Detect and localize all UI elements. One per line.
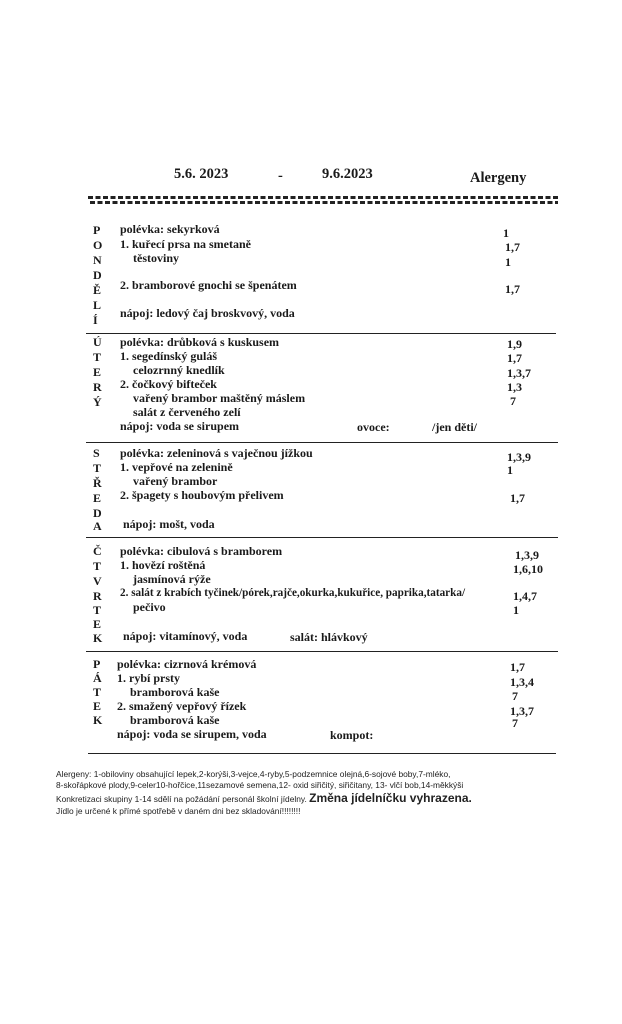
menu-item: celozrnný knedlík xyxy=(133,363,225,377)
kids-only-note: /jen děti/ xyxy=(432,420,477,434)
date-from: 5.6. 2023 xyxy=(174,166,229,182)
menu-item: 1. hovězí roštěná xyxy=(120,558,206,572)
drink-item: nápoj: vitamínový, voda xyxy=(123,629,248,643)
allergen-codes: 1,6,10 xyxy=(513,562,543,576)
menu-item: pečivo xyxy=(133,600,166,614)
allergen-codes: 1,7 xyxy=(505,240,520,254)
day-letter: E xyxy=(93,617,102,631)
day-letter: T xyxy=(93,603,102,617)
day-separator xyxy=(88,753,556,754)
menu-item: 1. vepřové na zelenině xyxy=(120,460,233,474)
allergen-codes: 1,7 xyxy=(505,282,520,296)
allergen-codes: 1,7 xyxy=(510,660,525,674)
allergen-codes: 1 xyxy=(513,603,519,617)
day-letter: O xyxy=(93,238,103,252)
day-letter: K xyxy=(93,713,103,727)
menu-item: vařený brambor maštěný máslem xyxy=(133,391,306,405)
day-letter: T xyxy=(93,685,102,699)
menu-item: polévka: cizrnová krémová xyxy=(117,657,257,671)
allergens-header: Alergeny xyxy=(470,170,527,186)
menu-item: polévka: drůbková s kuskusem xyxy=(120,335,280,349)
menu-item: bramborová kaše xyxy=(130,713,220,727)
allergen-codes: 1,7 xyxy=(510,491,525,505)
date-to: 9.6.2023 xyxy=(322,166,373,182)
allergen-codes: 1,3,7 xyxy=(510,704,534,718)
day-letter: Č xyxy=(93,544,102,558)
allergen-codes: 1 xyxy=(507,463,513,477)
allergen-codes: 1,3,9 xyxy=(507,450,531,464)
day-letter: V xyxy=(93,574,102,588)
allergen-codes: 7 xyxy=(510,394,516,408)
drink-item: nápoj: voda se sirupem xyxy=(120,419,240,433)
allergen-codes: 1 xyxy=(503,226,509,240)
menu-item: 1. kuřecí prsa na smetaně xyxy=(120,237,251,251)
menu-item: 2. bramborové gnochi se špenátem xyxy=(120,278,297,292)
day-letter: Á xyxy=(93,671,102,685)
dashed-separator xyxy=(88,196,558,199)
allergens-legend-line: 8-skořápkové plody,9-celer10-hořčice,11sezamové semena,12- oxid siřičitý, siřičitany, 13- vlčí bob,14-měkkýši xyxy=(56,780,464,790)
allergen-codes: 1,3,4 xyxy=(510,675,534,689)
menu-item: 2. špagety s houbovým přelivem xyxy=(120,488,284,502)
staff-info-line xyxy=(56,793,472,804)
allergen-codes: 7 xyxy=(512,716,518,730)
allergen-codes: 1,4,7 xyxy=(513,589,537,603)
date-dash: - xyxy=(278,168,283,184)
day-letter: E xyxy=(93,699,102,713)
day-letter: D xyxy=(93,506,102,520)
menu-item: 1. rybí prsty xyxy=(117,671,180,685)
day-letter: E xyxy=(93,491,102,505)
day-letter: P xyxy=(93,223,101,237)
menu-change-notice: Změna jídelníčku vyhrazena. xyxy=(309,791,472,805)
allergen-codes: 1,3,7 xyxy=(507,366,531,380)
fruit-label: ovoce: xyxy=(357,420,390,434)
day-letter: L xyxy=(93,298,102,312)
day-separator xyxy=(86,333,556,334)
menu-item: polévka: zeleninová s vaječnou jížkou xyxy=(120,446,313,460)
day-letter: Í xyxy=(93,313,98,327)
allergen-codes: 1,9 xyxy=(507,337,522,351)
allergens-legend-line: Alergeny: 1-obiloviny obsahující lepek,2-korýši,3-vejce,4-ryby,5-podzemnice olejná,6-sojové boby,7-mléko, xyxy=(56,769,451,779)
consumption-note: Jídlo je určené k přímé spotřebě v daném dni bez skladování!!!!!!!! xyxy=(56,806,301,816)
allergen-codes: 1 xyxy=(505,255,511,269)
day-letter: R xyxy=(93,589,102,603)
day-letter: T xyxy=(93,461,102,475)
day-letter: Ě xyxy=(93,283,102,297)
menu-item: 2. čočkový bifteček xyxy=(120,377,217,391)
drink-item: nápoj: mošt, voda xyxy=(123,517,215,531)
menu-item: 2. smažený vepřový řízek xyxy=(117,699,247,713)
day-letter: D xyxy=(93,268,102,282)
allergen-codes: 1,3,9 xyxy=(515,548,539,562)
day-letter: A xyxy=(93,519,102,533)
menu-item: 1. segedínský guláš xyxy=(120,349,218,363)
menu-item: polévka: cibulová s bramborem xyxy=(120,544,283,558)
allergen-codes: 1,7 xyxy=(507,351,522,365)
drink-item: nápoj: voda se sirupem, voda xyxy=(117,727,267,741)
dashed-separator xyxy=(90,201,558,204)
day-letter: R xyxy=(93,380,102,394)
day-separator xyxy=(86,442,558,443)
menu-item: salát z červeného zelí xyxy=(133,405,241,419)
day-letter: T xyxy=(93,350,102,364)
day-letter: S xyxy=(93,446,100,460)
day-separator xyxy=(86,651,558,652)
menu-item: polévka: sekyrková xyxy=(120,222,220,236)
day-letter: Ř xyxy=(93,476,102,490)
allergen-codes: 7 xyxy=(512,689,518,703)
day-separator xyxy=(86,537,558,538)
day-letter: Ú xyxy=(93,335,102,349)
day-letter: E xyxy=(93,365,102,379)
day-letter: P xyxy=(93,657,101,671)
day-letter: K xyxy=(93,631,103,645)
drink-item: nápoj: ledový čaj broskvový, voda xyxy=(120,306,295,320)
salad-label: salát: hlávkový xyxy=(290,630,368,644)
menu-item: těstoviny xyxy=(133,251,179,265)
menu-item: 2. salát z krabích tyčinek/pórek,rajče,okurka,kukuřice, paprika,tatarka/ xyxy=(120,587,466,599)
day-letter: N xyxy=(93,253,102,267)
compote-label: kompot: xyxy=(330,728,374,742)
allergen-codes: 1,3 xyxy=(507,380,522,394)
menu-item: vařený brambor xyxy=(133,474,218,488)
day-letter: T xyxy=(93,559,102,573)
staff-info-text: Konkretizaci skupiny 1-14 sdělí na požádání personál školní jídelny. xyxy=(56,794,307,804)
menu-item: jasmínová rýže xyxy=(133,572,211,586)
day-letter: Ý xyxy=(93,395,102,409)
menu-item: bramborová kaše xyxy=(130,685,220,699)
